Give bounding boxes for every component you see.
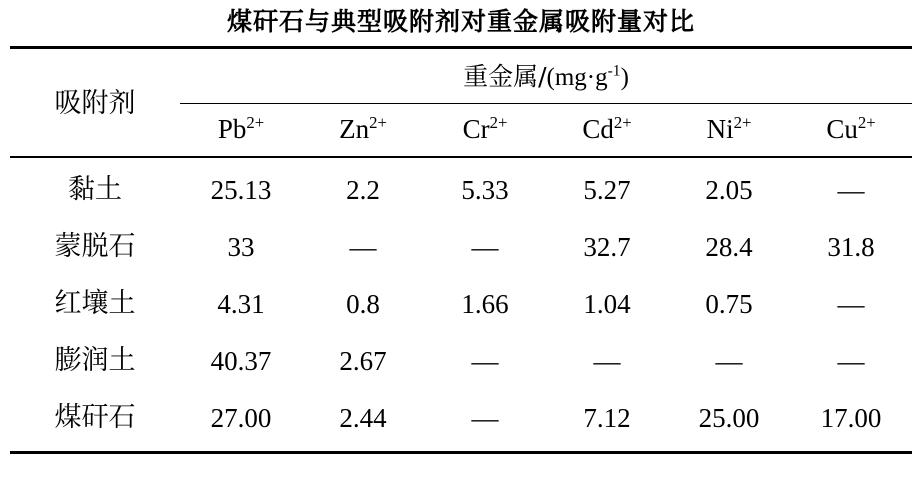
column-header-pb-base: Pb — [217, 114, 247, 144]
cell-montmorillonite-ni: 28.4 — [705, 231, 753, 262]
cell-clay-pb: 25.13 — [210, 174, 272, 205]
column-header-zn-charge: 2+ — [369, 113, 387, 132]
cell-red-soil-cr: 1.66 — [461, 288, 509, 319]
cell-bentonite-pb: 40.37 — [210, 345, 272, 376]
cell-clay-cr: 5.33 — [461, 174, 509, 205]
cell-coal-gangue-cd: 7.12 — [583, 402, 631, 433]
column-header-ni — [668, 103, 790, 157]
table-row — [10, 390, 912, 447]
group-header-name: 重金属/ — [463, 62, 547, 92]
table-bottom-rule — [10, 447, 912, 453]
column-header-cu-base: Cu — [826, 114, 858, 144]
table-caption: 煤矸石与典型吸附剂对重金属吸附量对比 — [226, 7, 695, 36]
cell-red-soil-zn: 0.8 — [346, 288, 380, 319]
column-header-cu — [790, 103, 912, 157]
column-header-zn — [302, 103, 424, 157]
table-row — [10, 276, 912, 333]
column-header-cr — [424, 103, 546, 157]
cell-clay-zn: 2.2 — [346, 174, 380, 205]
cell-bentonite-cr: — — [471, 345, 499, 376]
column-header-zn-base: Zn — [339, 114, 370, 144]
column-header-cd-charge: 2+ — [613, 113, 632, 132]
cell-clay-cd: 5.27 — [583, 174, 631, 205]
cell-red-soil-cu: — — [837, 288, 865, 319]
table-row — [10, 333, 912, 390]
cell-coal-gangue-pb: 27.00 — [210, 402, 272, 433]
cell-coal-gangue-cr: — — [471, 402, 499, 433]
cell-red-soil-pb: 4.31 — [217, 288, 265, 319]
column-header-cr-charge: 2+ — [489, 113, 508, 132]
cell-bentonite-cu: — — [837, 345, 865, 376]
row-label-coal-gangue: 煤矸石 — [54, 402, 136, 434]
column-header-cd — [546, 103, 668, 157]
cell-red-soil-cd: 1.04 — [583, 288, 631, 319]
cell-coal-gangue-ni: 25.00 — [698, 402, 760, 433]
cell-bentonite-cd: — — [593, 345, 621, 376]
cell-montmorillonite-zn: — — [349, 231, 377, 262]
cell-montmorillonite-pb: 33 — [227, 231, 255, 262]
group-header-unit-exponent: -1 — [607, 62, 621, 80]
cell-red-soil-ni: 0.75 — [705, 288, 753, 319]
cell-bentonite-zn: 2.67 — [339, 345, 387, 376]
row-label-bentonite: 膨润土 — [54, 345, 136, 377]
group-header-unit-main: mg·g — [554, 64, 608, 92]
column-header-cr-base: Cr — [462, 114, 490, 144]
cell-coal-gangue-cu: 17.00 — [820, 402, 882, 433]
table-header-group-row — [10, 53, 912, 104]
column-header-ni-charge: 2+ — [733, 113, 752, 132]
row-header-label: 吸附剂 — [54, 88, 136, 120]
cell-clay-cu: — — [837, 174, 865, 205]
group-header-heavy-metal — [180, 53, 912, 104]
column-header-pb-charge: 2+ — [246, 113, 265, 132]
cell-clay-ni: 2.05 — [705, 174, 753, 205]
cell-montmorillonite-cd: 32.7 — [583, 231, 631, 262]
cell-montmorillonite-cu: 31.8 — [827, 231, 875, 262]
cell-coal-gangue-zn: 2.44 — [339, 402, 387, 433]
table-row — [10, 162, 912, 219]
row-label-red-soil: 红壤土 — [54, 288, 136, 320]
row-label-montmorillonite: 蒙脱石 — [54, 231, 136, 263]
column-header-ni-base: Ni — [706, 114, 734, 144]
group-header-unit-open: ( — [546, 64, 555, 92]
cell-bentonite-ni: — — [715, 345, 743, 376]
cell-montmorillonite-cr: — — [471, 231, 499, 262]
heavy-metal-adsorption-table — [10, 46, 912, 454]
group-header-unit-close: ) — [620, 64, 629, 92]
table-row — [10, 219, 912, 276]
column-header-cu-charge: 2+ — [857, 113, 876, 132]
row-label-clay: 黏土 — [68, 174, 122, 206]
column-header-cd-base: Cd — [582, 114, 614, 144]
column-header-pb — [180, 103, 302, 157]
